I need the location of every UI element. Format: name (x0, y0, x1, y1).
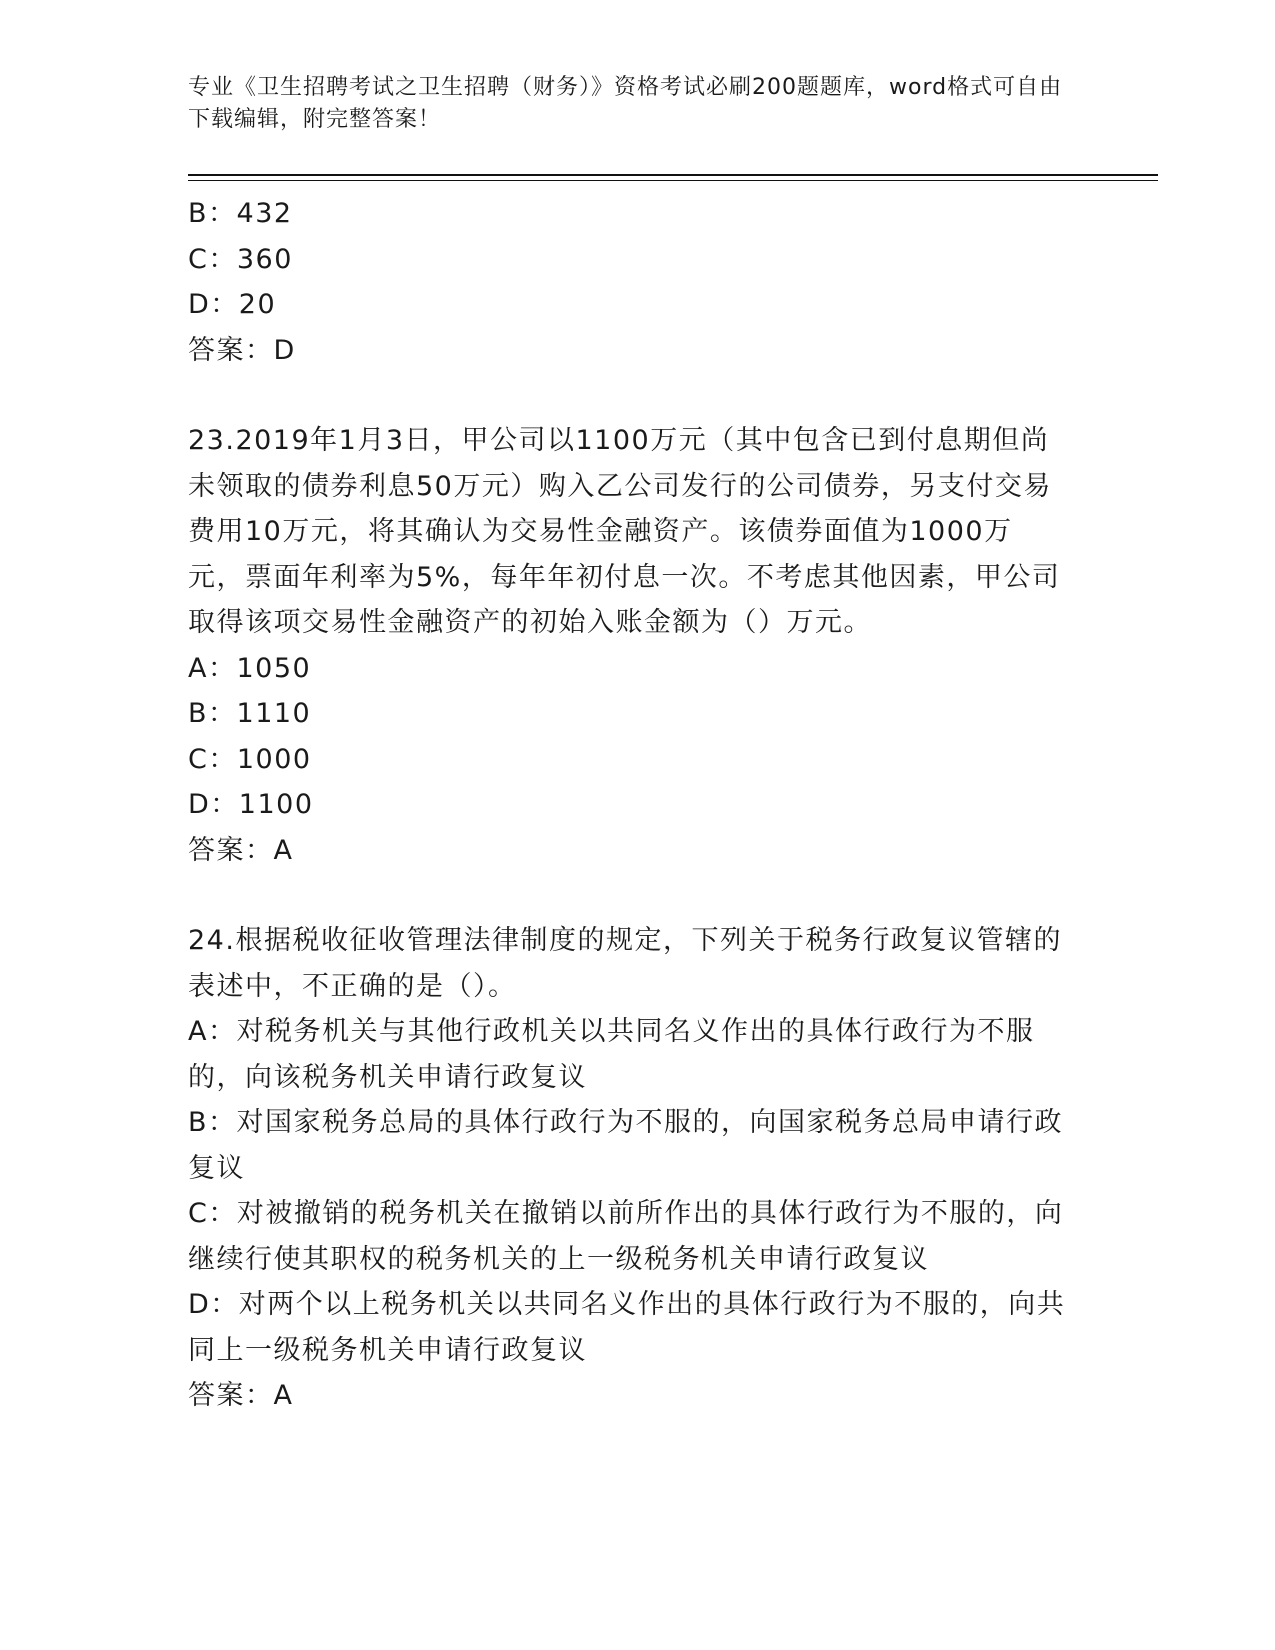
option-a: A：对税务机关与其他行政机关以共同名义作出的具体行政行为不服的，向该税务机关申请行政复议 (188, 1016, 1035, 1093)
option-d: D：20 (188, 289, 277, 320)
option-b: B：432 (188, 198, 293, 229)
spacer (188, 873, 1068, 918)
answer: 答案：A (188, 834, 294, 866)
question-content (188, 191, 1068, 1419)
header-rule (188, 174, 1158, 181)
answer: 答案：D (188, 334, 296, 366)
document-header: 专业《卫生招聘考试之卫生招聘（财务）》资格考试必刷200题题库，word格式可自由下载编辑，附完整答案！ (188, 75, 1063, 132)
option-b: B：1110 (188, 698, 312, 729)
option-c: C：对被撤销的税务机关在撤销以前所作出的具体行政行为不服的，向继续行使其职权的税务机关的上一级税务机关申请行政复议 (188, 1198, 1064, 1275)
option-d: D：对两个以上税务机关以共同名义作出的具体行政行为不服的，向共同上一级税务机关申请行政复议 (188, 1289, 1066, 1366)
option-b: B：对国家税务总局的具体行政行为不服的，向国家税务总局申请行政复议 (188, 1107, 1064, 1184)
question-23 (188, 418, 1068, 873)
spacer (188, 373, 1068, 418)
option-c: C：360 (188, 243, 293, 275)
option-c: C：1000 (188, 743, 312, 775)
question-stem: 24.根据税收征收管理法律制度的规定，下列关于税务行政复议管辖的表述中，不正确的是（）。 (188, 925, 1062, 1002)
option-d: D：1100 (188, 789, 314, 820)
document-page (188, 72, 1158, 1419)
question-24 (188, 918, 1068, 1419)
option-a: A：1050 (188, 652, 312, 684)
answer: 答案：A (188, 1380, 294, 1411)
question-stem: 23.2019年1月3日，甲公司以1100万元（其中包含已到付息期但尚未领取的债券利息50万元）购入乙公司发行的公司债券，另支付交易费用10万元，将其确认为交易性金融资产。该债券面值为1000万元，票面年利率为5%，每年年初付息一次。不考虑其他因素，甲公司取得该项交易性金融资产的初始入账金额为（）万元。 (188, 425, 1061, 638)
question-22-tail (188, 191, 1068, 373)
